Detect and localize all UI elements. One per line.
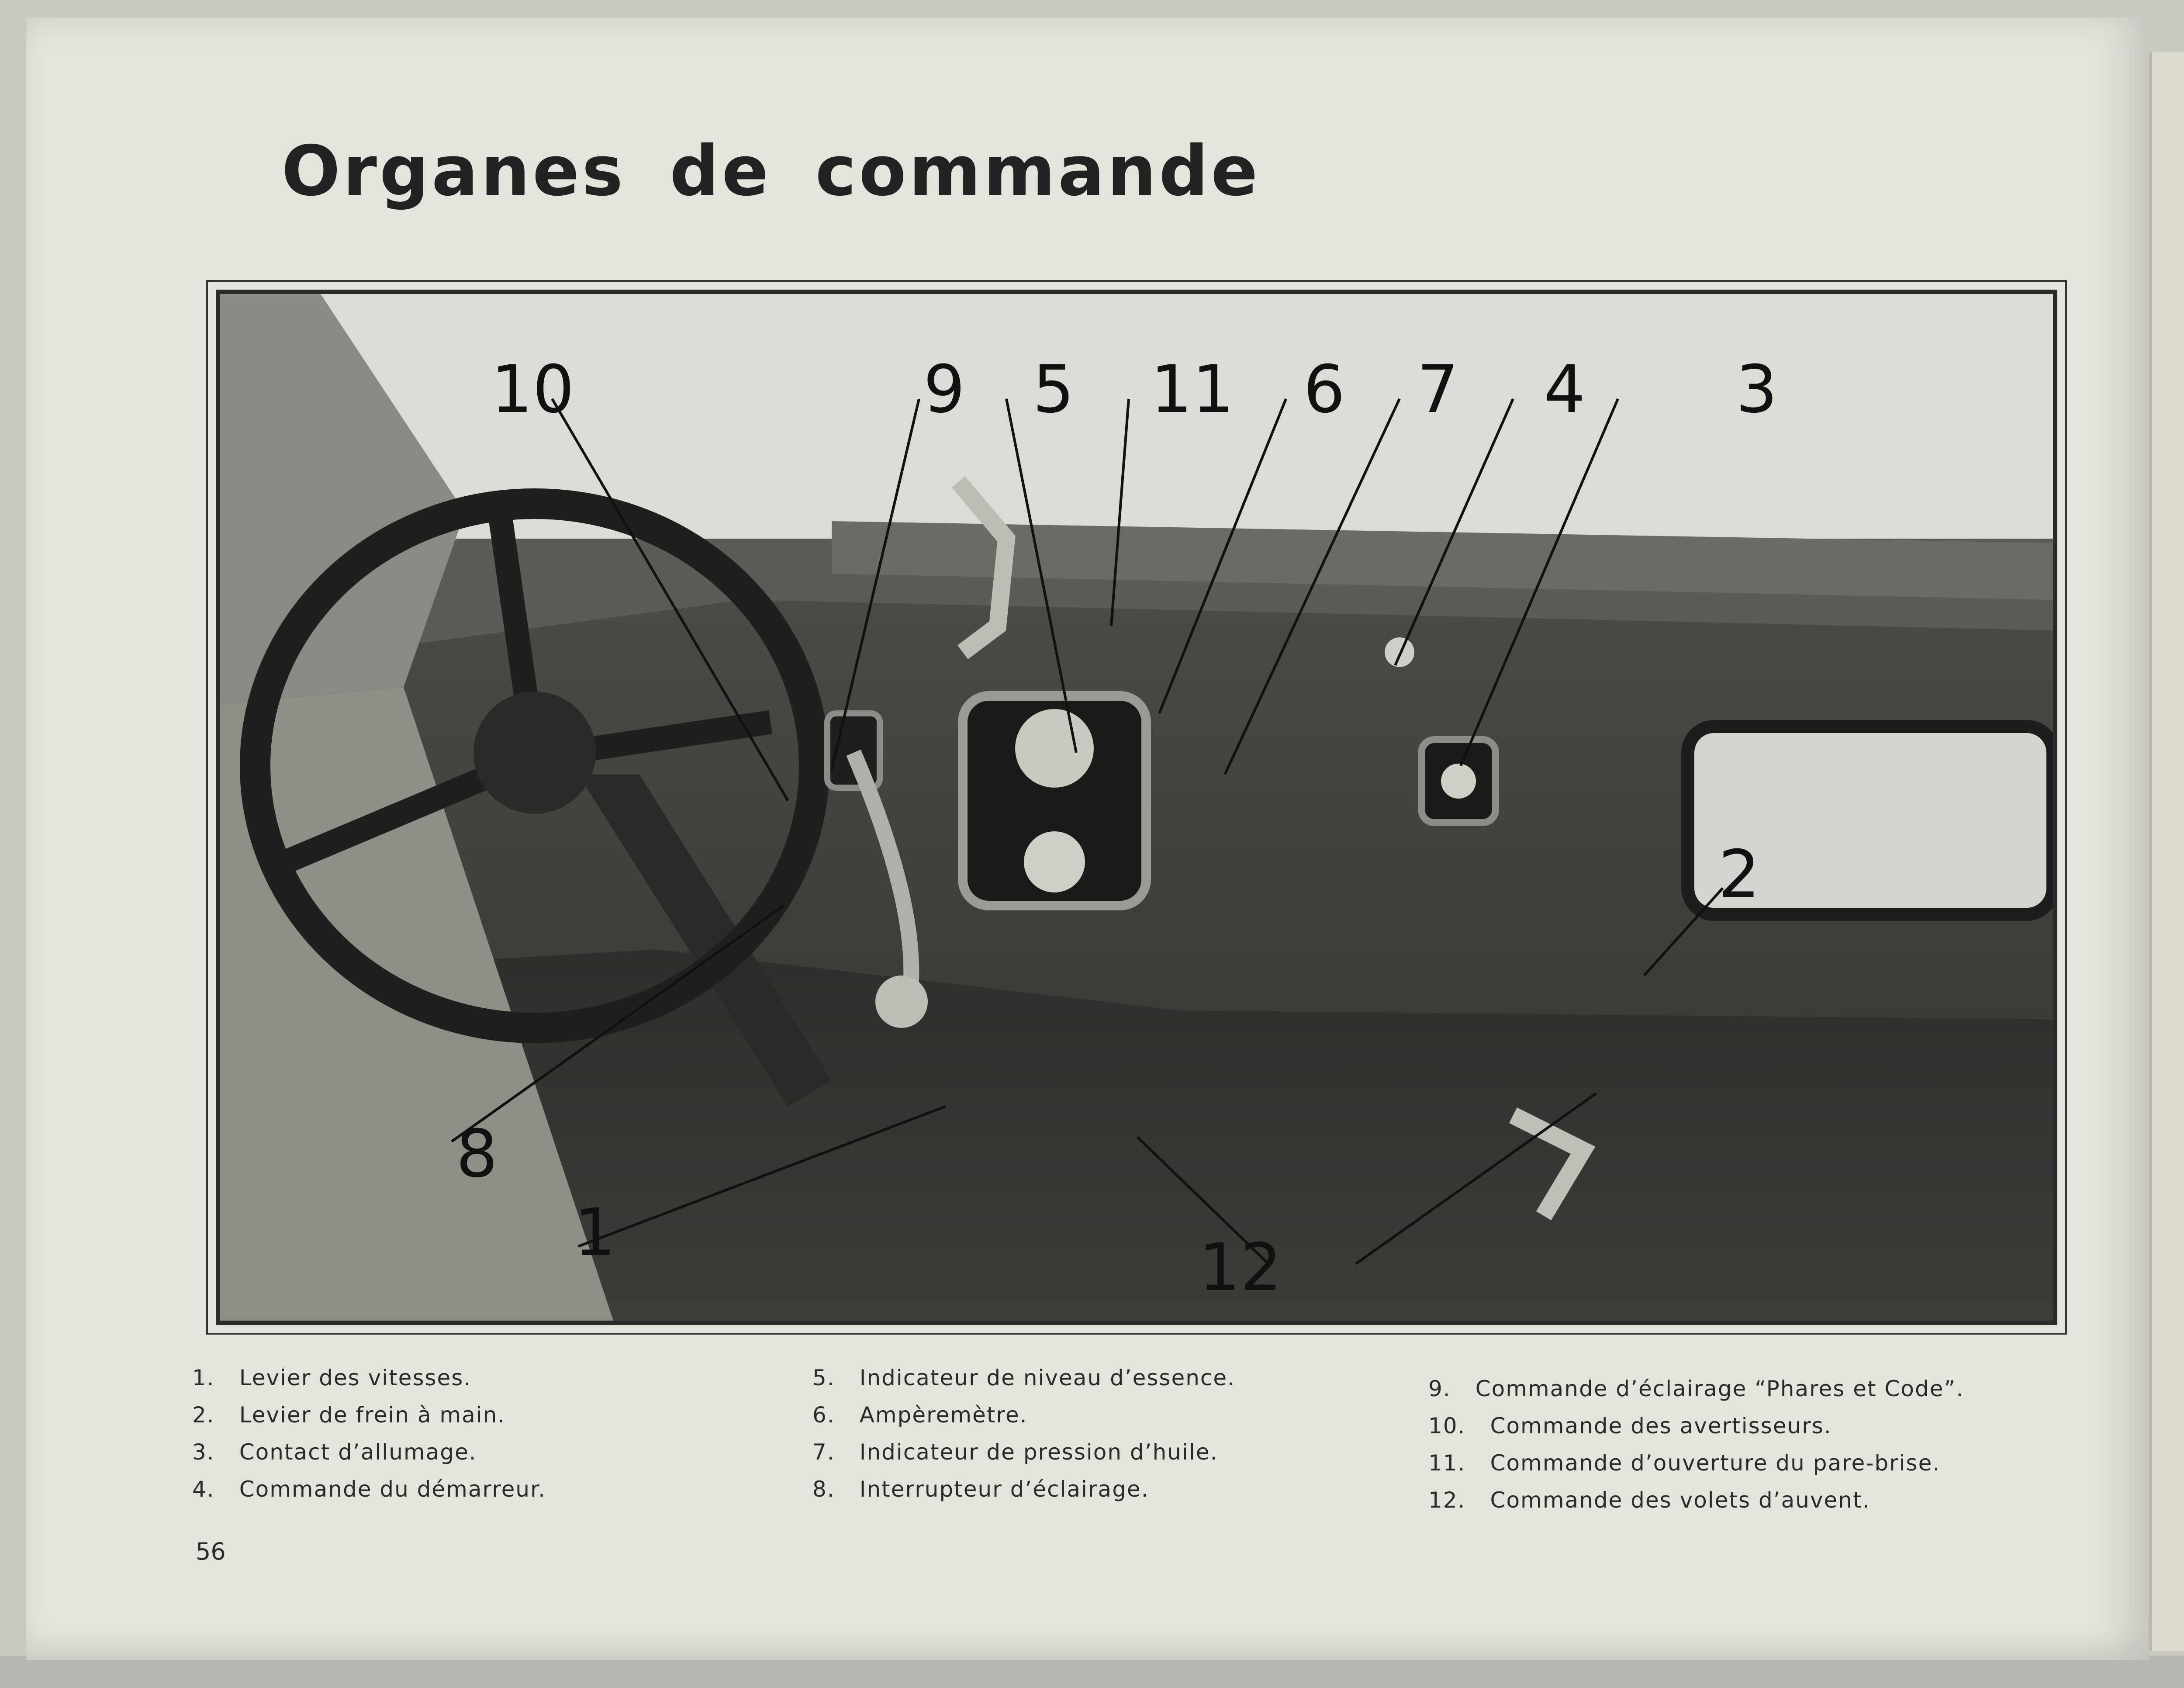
legend-item-2: 2. Levier de frein à main. <box>192 1402 506 1428</box>
legend-item-4: 4. Commande du démarreur. <box>192 1477 546 1502</box>
callout-12: 12 <box>1199 1230 1282 1306</box>
legend-item-1: 1. Levier des vitesses. <box>192 1365 472 1391</box>
callout-11: 11 <box>1151 352 1234 428</box>
callout-6: 6 <box>1303 352 1345 428</box>
legend-item-12: 12. Commande des volets d’auvent. <box>1428 1487 1870 1513</box>
legend-item-8: 8. Interrupteur d’éclairage. <box>812 1477 1149 1502</box>
legend-item-6: 6. Ampèremètre. <box>812 1402 1028 1428</box>
legend-item-5: 5. Indicateur de niveau d’essence. <box>812 1365 1236 1391</box>
callout-5: 5 <box>1033 352 1075 428</box>
page-number: 56 <box>196 1538 226 1565</box>
legend-item-3: 3. Contact d’allumage. <box>192 1439 477 1465</box>
legend-item-11: 11. Commande d’ouverture du pare-brise. <box>1428 1450 1941 1476</box>
gear-knob <box>875 975 928 1028</box>
ammeter-dial <box>1015 709 1094 788</box>
horn-boss <box>473 692 596 814</box>
callout-8: 8 <box>456 1116 498 1192</box>
dashboard-illustration <box>220 294 2053 1321</box>
table-surface <box>0 1656 2184 1688</box>
legend-item-9: 9. Commande d’éclairage “Phares et Code”. <box>1428 1376 1964 1401</box>
callout-1: 1 <box>574 1195 616 1271</box>
legend-item-10: 10. Commande des avertisseurs. <box>1428 1413 1832 1439</box>
legend-item-7: 7. Indicateur de pression d’huile. <box>812 1439 1218 1465</box>
callout-2: 2 <box>1718 837 1760 913</box>
dashboard-photo <box>216 290 2057 1325</box>
callout-7: 7 <box>1417 352 1459 428</box>
oil-pressure-dial <box>1024 831 1085 892</box>
facing-page-edge <box>2149 52 2184 1651</box>
page-title: Organes de commande <box>281 131 1261 211</box>
callout-3: 3 <box>1736 352 1778 428</box>
callout-9: 9 <box>923 352 965 428</box>
ignition-key <box>1441 764 1476 799</box>
callout-4: 4 <box>1544 352 1586 428</box>
callout-10: 10 <box>491 352 574 428</box>
